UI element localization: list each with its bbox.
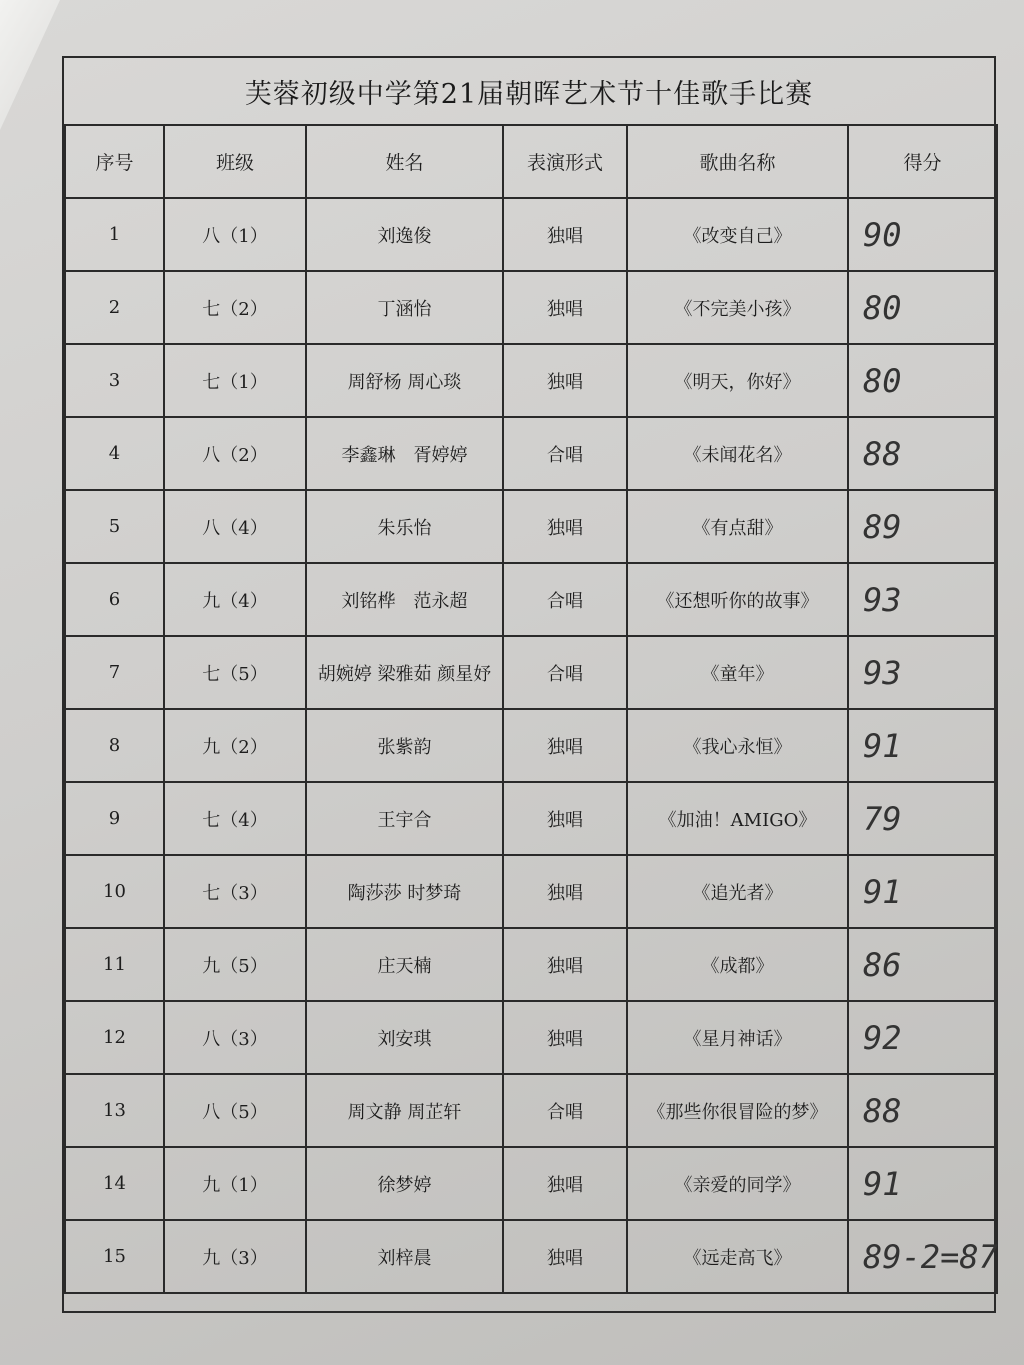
row-class: 八（3） <box>164 1001 306 1074</box>
row-index: 15 <box>65 1220 164 1293</box>
header-cell-score: 得分 <box>848 125 997 198</box>
row-index: 2 <box>65 271 164 344</box>
row-form: 独唱 <box>503 709 627 782</box>
row-name: 胡婉婷 梁雅茹 颜星妤 <box>306 636 503 709</box>
row-form: 独唱 <box>503 782 627 855</box>
row-index: 5 <box>65 490 164 563</box>
sheet-title: 芙蓉初级中学第21届朝晖艺术节十佳歌手比赛 <box>64 58 994 126</box>
table-row <box>65 709 997 782</box>
row-score: 92 <box>848 1001 997 1074</box>
row-form: 独唱 <box>503 855 627 928</box>
row-score: 91 <box>848 1147 997 1220</box>
table-row <box>65 417 997 490</box>
row-name: 张紫韵 <box>306 709 503 782</box>
row-index: 11 <box>65 928 164 1001</box>
row-name: 周舒杨 周心琰 <box>306 344 503 417</box>
row-class: 八（2） <box>164 417 306 490</box>
row-score: 90 <box>848 198 997 271</box>
row-class: 九（5） <box>164 928 306 1001</box>
row-class: 七（3） <box>164 855 306 928</box>
folded-page-corner <box>0 0 60 130</box>
header-cell-form: 表演形式 <box>503 125 627 198</box>
row-class: 七（4） <box>164 782 306 855</box>
table-row <box>65 490 997 563</box>
row-score: 80 <box>848 344 997 417</box>
row-song: 《明天，你好》 <box>627 344 848 417</box>
row-song: 《远走高飞》 <box>627 1220 848 1293</box>
row-score: 93 <box>848 563 997 636</box>
row-index: 6 <box>65 563 164 636</box>
row-form: 独唱 <box>503 490 627 563</box>
row-song: 《我心永恒》 <box>627 709 848 782</box>
row-class: 八（5） <box>164 1074 306 1147</box>
row-score: 93 <box>848 636 997 709</box>
row-index: 1 <box>65 198 164 271</box>
row-form: 合唱 <box>503 1074 627 1147</box>
row-name: 刘梓晨 <box>306 1220 503 1293</box>
score-sheet <box>62 56 996 1313</box>
table-row <box>65 1147 997 1220</box>
row-song: 《追光者》 <box>627 855 848 928</box>
row-index: 13 <box>65 1074 164 1147</box>
row-song: 《还想听你的故事》 <box>627 563 848 636</box>
row-class: 七（2） <box>164 271 306 344</box>
row-class: 九（4） <box>164 563 306 636</box>
row-score: 91 <box>848 709 997 782</box>
table-row <box>65 198 997 271</box>
row-index: 10 <box>65 855 164 928</box>
row-song: 《童年》 <box>627 636 848 709</box>
row-name: 李鑫琳 胥婷婷 <box>306 417 503 490</box>
row-name: 陶莎莎 时梦琦 <box>306 855 503 928</box>
table-row <box>65 782 997 855</box>
row-index: 9 <box>65 782 164 855</box>
row-form: 合唱 <box>503 417 627 490</box>
row-name: 周文静 周芷轩 <box>306 1074 503 1147</box>
row-class: 八（4） <box>164 490 306 563</box>
table-row <box>65 855 997 928</box>
row-score: 88 <box>848 417 997 490</box>
row-name: 刘安琪 <box>306 1001 503 1074</box>
table-row <box>65 1220 997 1293</box>
row-score: 88 <box>848 1074 997 1147</box>
row-form: 独唱 <box>503 1001 627 1074</box>
row-index: 12 <box>65 1001 164 1074</box>
table-row <box>65 271 997 344</box>
header-cell-index: 序号 <box>65 125 164 198</box>
row-index: 8 <box>65 709 164 782</box>
row-song: 《加油！AMIGO》 <box>627 782 848 855</box>
row-class: 九（2） <box>164 709 306 782</box>
table-row <box>65 344 997 417</box>
row-song: 《有点甜》 <box>627 490 848 563</box>
header-row <box>65 125 997 198</box>
row-name: 丁涵怡 <box>306 271 503 344</box>
row-form: 合唱 <box>503 636 627 709</box>
row-song: 《改变自己》 <box>627 198 848 271</box>
row-song: 《不完美小孩》 <box>627 271 848 344</box>
row-class: 八（1） <box>164 198 306 271</box>
row-name: 刘铭桦 范永超 <box>306 563 503 636</box>
row-song: 《成都》 <box>627 928 848 1001</box>
row-song: 《亲爱的同学》 <box>627 1147 848 1220</box>
row-index: 14 <box>65 1147 164 1220</box>
row-form: 独唱 <box>503 271 627 344</box>
header-cell-class: 班级 <box>164 125 306 198</box>
row-name: 庄天楠 <box>306 928 503 1001</box>
row-class: 七（5） <box>164 636 306 709</box>
row-song: 《那些你很冒险的梦》 <box>627 1074 848 1147</box>
row-form: 独唱 <box>503 1220 627 1293</box>
row-score: 89-2=87 <box>848 1220 997 1293</box>
row-form: 独唱 <box>503 928 627 1001</box>
table-row <box>65 636 997 709</box>
row-score: 80 <box>848 271 997 344</box>
table-row <box>65 1074 997 1147</box>
table-row <box>65 928 997 1001</box>
row-index: 4 <box>65 417 164 490</box>
row-form: 独唱 <box>503 198 627 271</box>
row-form: 独唱 <box>503 344 627 417</box>
row-class: 九（1） <box>164 1147 306 1220</box>
row-name: 刘逸俊 <box>306 198 503 271</box>
row-name: 徐梦婷 <box>306 1147 503 1220</box>
row-score: 79 <box>848 782 997 855</box>
row-name: 王宇合 <box>306 782 503 855</box>
row-form: 独唱 <box>503 1147 627 1220</box>
row-song: 《星月神话》 <box>627 1001 848 1074</box>
row-score: 86 <box>848 928 997 1001</box>
row-name: 朱乐怡 <box>306 490 503 563</box>
row-index: 7 <box>65 636 164 709</box>
row-class: 九（3） <box>164 1220 306 1293</box>
row-index: 3 <box>65 344 164 417</box>
score-table <box>64 124 998 1294</box>
header-cell-name: 姓名 <box>306 125 503 198</box>
row-score: 91 <box>848 855 997 928</box>
table-row <box>65 563 997 636</box>
row-class: 七（1） <box>164 344 306 417</box>
row-score: 89 <box>848 490 997 563</box>
row-song: 《未闻花名》 <box>627 417 848 490</box>
header-cell-song: 歌曲名称 <box>627 125 848 198</box>
row-form: 合唱 <box>503 563 627 636</box>
table-row <box>65 1001 997 1074</box>
